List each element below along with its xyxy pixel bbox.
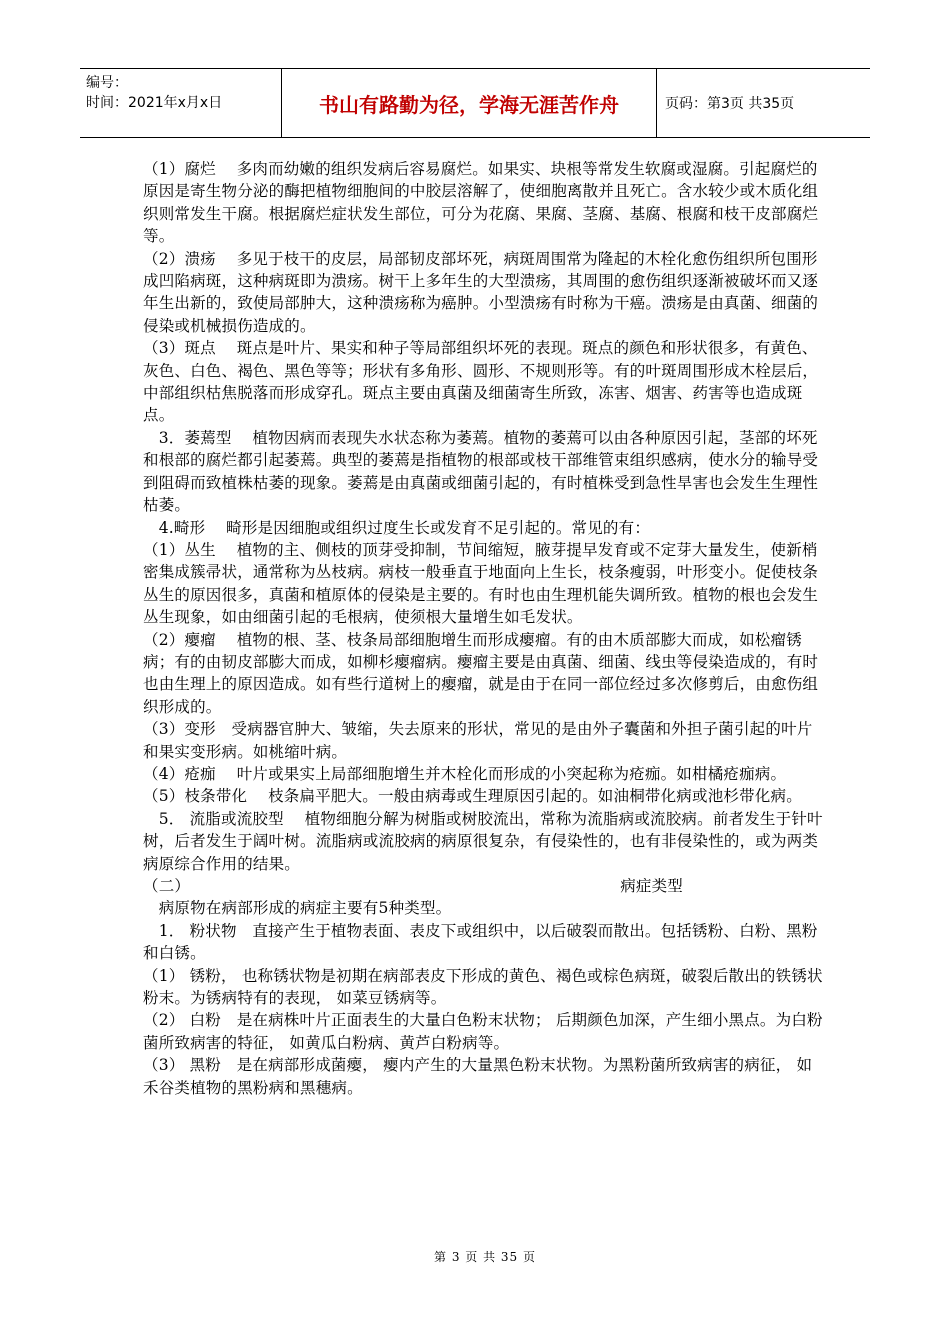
paragraph-black-powder: （3） 黑粉 是在病部形成菌瘿， 瘿内产生的大量黑色粉末状物。为黑粉菌所致病害的病征， 如禾谷类植物的黑粉病和黑穗病。: [143, 1056, 813, 1097]
paragraph-wilt: 3．萎蔫型 植物因病而表现失水状态称为萎蔫。植物的萎蔫可以由各种原因引起，茎部的坏死和根部的腐烂都引起萎蔫。典型的萎蔫是指植物的根部或枝干部维管束组织感病，使水分的输导受到阻碍而致植株枯萎的现象。萎蔫是由真菌或细菌引起的，有时植株受到急性旱害也会发生生理性枯萎。: [143, 428, 819, 515]
paragraph-white-powder: （2） 白粉 是在病株叶片正面表生的大量白色粉末状物； 后期颜色加深，产生细小黑点。为白粉菌所致病害的特征， 如黄瓜白粉病、黄芦白粉病等。: [143, 1011, 823, 1052]
document-number-label: 编号：: [86, 75, 128, 91]
paragraph-rust-powder: （1） 锈粉， 也称锈状物是初期在病部表皮下形成的黄色、褐色或棕色病斑，破裂后散出的铁锈状粉末。为锈病特有的表现， 如菜豆锈病等。: [143, 966, 823, 1008]
paragraph-sign-types-intro: 病原物在病部形成的病症主要有5种类型。: [143, 899, 452, 918]
paragraph-deformation: （3）变形 受病器官肿大、皱缩，失去原来的形状，常见的是由外子囊菌和外担子菌引起的叶片和果实变形病。如桃缩叶病。: [143, 720, 813, 761]
page-header: [80, 68, 870, 138]
section-number: （二）: [143, 877, 191, 895]
paragraph-scab: （4）疮痂 叶片或果实上局部细胞增生并木栓化而形成的小突起称为疮痂。如柑橘疮痂病。: [143, 764, 787, 783]
page-footer: 第 3 页 共 35 页: [434, 1250, 536, 1264]
paragraph-witches-broom: （1）丛生 植物的主、侧枝的顶芽受抑制，节间缩短，腋芽提早发育或不定芽大量发生，使新梢密集成簇帚状，通常称为丛枝病。病枝一般垂直于地面向上生长，枝条瘦弱，叶形变小。促使枝条丛生的原因很多，真菌和植原体的侵染是主要的。有时也由生理机能失调所致。植物的根也会发生丛生现象，如由细菌引起的毛根病，使须根大量增生如毛发状。: [143, 540, 819, 627]
paragraph-powdery-matter: 1． 粉状物 直接产生于植物表面、表皮下或组织中，以后破裂而散出。包括锈粉、白粉、黑粉和白锈。: [143, 921, 818, 963]
header-meta: [80, 69, 282, 137]
header-page-number: 页码：第3页 共35页: [665, 96, 795, 112]
paragraph-fasciation: （5）枝条带化 枝条扁平肥大。一般由病毒或生理原因引起的。如油桐带化病或池杉带化病。: [143, 787, 802, 806]
paragraph-spot: （3）斑点 斑点是叶片、果实和种子等局部组织坏死的表现。斑点的颜色和形状很多，有黄色、灰色、白色、褐色、黑色等等；形状有多角形、圆形、不规则形等。有的叶斑周围形成木栓层后，中部组织枯焦脱落而形成穿孔。斑点主要由真菌及细菌寄生所致，冻害、烟害、药害等也造成斑点。: [143, 339, 819, 425]
paragraph-malformation: 4.畸形 畸形是因细胞或组织过度生长或发育不足引起的。常见的有：: [143, 518, 651, 537]
paragraph-gummosis: 5． 流脂或流胶型 植物细胞分解为树脂或树胶流出，常称为流脂病或流胶病。前者发生于针叶树，后者发生于阔叶树。流脂病或流胶病的病原很复杂，有侵染性的，也有非侵染性的，或为两类病原综合作用的结果。: [143, 809, 823, 873]
paragraph-rot: （1）腐烂 多肉而幼嫩的组织发病后容易腐烂。如果实、块根等常发生软腐或湿腐。引起腐烂的原因是寄生物分泌的酶把植物细胞间的中胶层溶解了，使细胞离散并且死亡。含水较少或木质化组织则常发生干腐。根据腐烂症状发生部位，可分为花腐、果腐、茎腐、基腐、根腐和枝干皮部腐烂等。: [143, 160, 819, 246]
paragraph-canker: （2）溃疡 多见于枝干的皮层，局部韧皮部坏死，病斑周围常为隆起的木栓化愈伤组织所包围形成凹陷病斑，这种病斑即为溃疡。树干上多年生的大型溃疡，其周围的愈伤组织逐渐被破坏而又逐年生出新的，致使局部肿大，这种溃疡称为癌肿。小型溃疡有时称为干癌。溃疡是由真菌、细菌的侵染或机械损伤造成的。: [143, 249, 819, 335]
section-title: 病症类型: [620, 877, 683, 895]
section-heading: [143, 875, 823, 897]
document-body: [143, 158, 823, 1099]
paragraph-gall: （2）瘿瘤 植物的根、茎、枝条局部细胞增生而形成瘿瘤。有的由木质部膨大而成，如松瘤锈病；有的由韧皮部膨大而成，如柳杉瘿瘤病。瘿瘤主要是由真菌、细菌、线虫等侵染造成的，有时也由生理上的原因造成。如有些行道树上的瘿瘤，就是由于在同一部位经过多次修剪后，由愈伤组织形成的。: [143, 630, 819, 716]
header-motto: 书山有路勤为径，学海无涯苦作舟: [282, 69, 657, 137]
document-time-label: 时间：2021年x月x日: [86, 95, 223, 111]
